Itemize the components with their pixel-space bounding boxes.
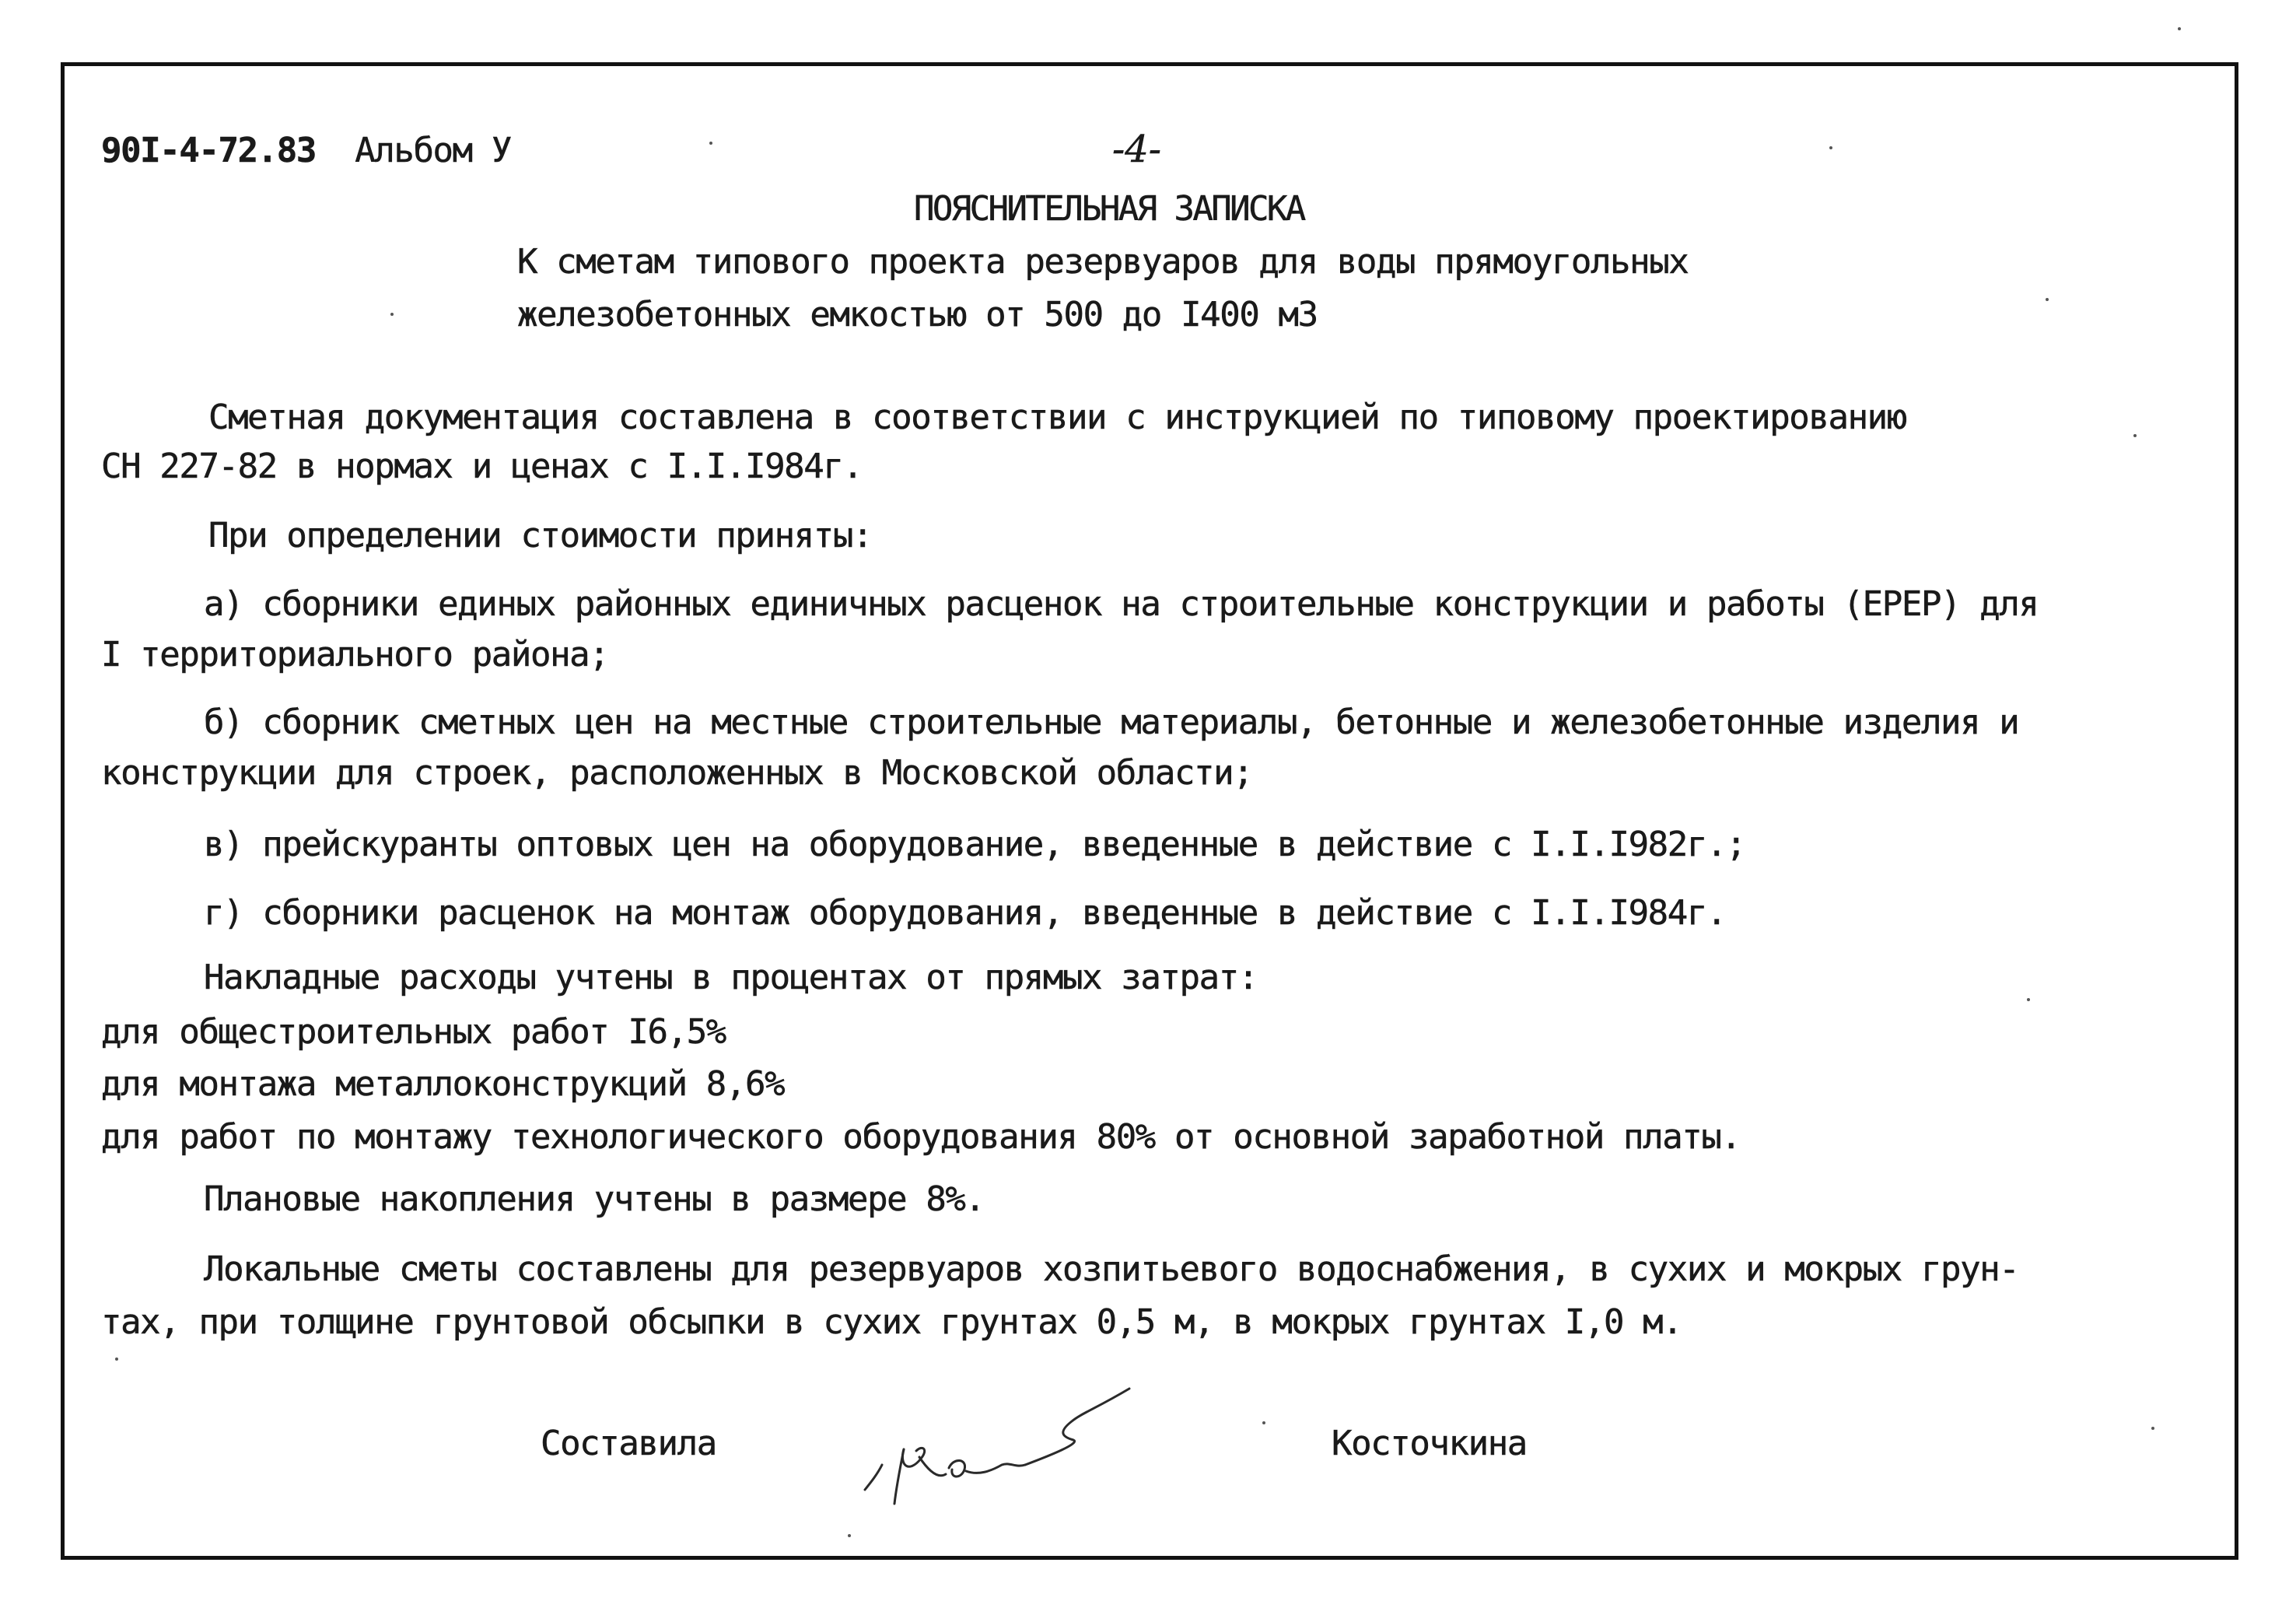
- scan-speck: [2027, 998, 2030, 1001]
- page-number: -4-: [1112, 128, 1161, 171]
- album-label: Альбом У: [355, 131, 511, 170]
- scan-speck: [115, 1358, 118, 1361]
- list-item-b-line-1: б) сборник сметных цен на местные строительные материалы, бетонные и железобетонные изделия и: [204, 702, 2019, 742]
- handwritten-signature: [848, 1365, 1143, 1513]
- signer-name: Косточкина: [1332, 1424, 1527, 1463]
- document-title: ПОЯСНИТЕЛЬНАЯ ЗАПИСКА: [914, 189, 1304, 229]
- document-subtitle-line-2: железобетонных емкостью от 500 до I400 м3: [517, 295, 1318, 335]
- paragraph-documentation-line-1: Сметная документация составлена в соответствии с инструкцией по типовому проектированию: [208, 398, 1906, 437]
- scan-speck: [848, 1534, 851, 1537]
- paragraph-overhead: Накладные расходы учтены в процентах от прямых затрат:: [204, 958, 1258, 997]
- list-item-a-line-2: I территориального района;: [101, 635, 609, 674]
- scan-speck: [2133, 434, 2137, 437]
- scan-speck: [1262, 1421, 1265, 1424]
- scan-speck: [2151, 1427, 2154, 1430]
- scan-speck: [1829, 146, 1832, 149]
- paragraph-planned-savings: Плановые накопления учтены в размере 8%.: [204, 1179, 985, 1219]
- paragraph-documentation-line-2: СН 227-82 в нормах и ценах с I.I.I984г.: [101, 447, 863, 486]
- list-item-c: в) прейскуранты оптовых цен на оборудование, введенные в действие с I.I.I982г.;: [204, 825, 1746, 864]
- scan-speck: [709, 142, 712, 145]
- document-code: [101, 131, 511, 170]
- scan-speck: [2178, 27, 2181, 30]
- overhead-metal-structures: для монтажа металлоконструкций 8,6%: [101, 1064, 785, 1104]
- list-item-b-line-2: конструкции для строек, расположенных в Московской области;: [101, 753, 1253, 793]
- overhead-equipment-installation: для работ по монтажу технологического оборудования 80% от основной заработной платы.: [101, 1117, 1741, 1157]
- list-item-d: г) сборники расценок на монтаж оборудования, введенные в действие с I.I.I984г.: [204, 893, 1727, 933]
- scan-speck: [2046, 298, 2049, 301]
- document-subtitle-line-1: К сметам типового проекта резервуаров для воды прямоугольных: [517, 242, 1689, 282]
- scan-speck: [390, 313, 394, 316]
- paragraph-local-estimates-line-1: Локальные сметы составлены для резервуаров хозпитьевого водоснабжения, в сухих и мокрых грун-: [204, 1249, 2019, 1289]
- paragraph-cost-basis: При определении стоимости приняты:: [208, 516, 873, 555]
- overhead-general-construction: для общестроительных работ I6,5%: [101, 1012, 726, 1052]
- list-item-a-line-1: а) сборники единых районных единичных расценок на строительные конструкции и работы (ЕРЕР) для: [204, 584, 2039, 624]
- doc-code-number: 90I-4-72.83: [101, 131, 316, 170]
- signed-by-label: Составила: [541, 1424, 716, 1463]
- paragraph-local-estimates-line-2: тах, при толщине грунтовой обсыпки в сухих грунтах 0,5 м, в мокрых грунтах I,0 м.: [101, 1302, 1682, 1342]
